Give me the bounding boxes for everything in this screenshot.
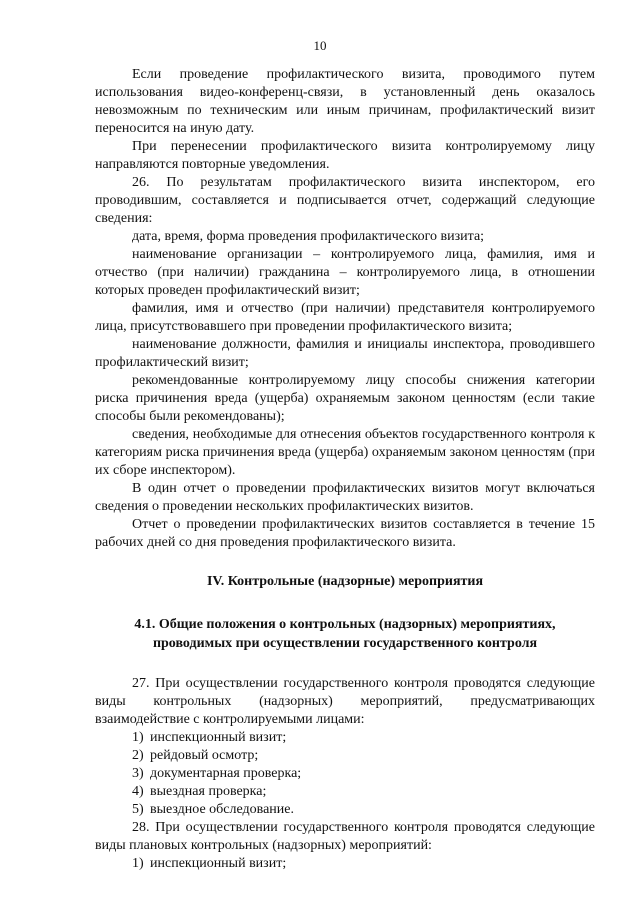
list-item-number: 3) xyxy=(132,766,144,781)
list-item-text: инспекционный визит; xyxy=(150,730,287,745)
list-item-text: выездная проверка; xyxy=(150,784,267,799)
subsection-heading-line: проводимых при осуществлении государственного контроля xyxy=(152,636,538,651)
list-item-text: выездное обследование. xyxy=(150,802,294,817)
list-28 xyxy=(95,855,595,873)
paragraph-28: 28. При осуществлении государственного контроля проводятся следующие виды плановых контрольных (надзорных) мероприятий: xyxy=(95,820,595,853)
list-item-number: 2) xyxy=(132,748,144,763)
paragraph: В один отчет о проведении профилактических визитов могут включаться сведения о проведении нескольких профилактических визитов. xyxy=(95,481,595,514)
list-27 xyxy=(95,729,595,819)
paragraph: рекомендованные контролируемому лицу способы снижения категории риска причинения вреда (ущерба) охраняемым законом ценностям (если такие способы были рекомендованы); xyxy=(95,373,595,424)
paragraph: Отчет о проведении профилактических визитов составляется в течение 15 рабочих дней со дня проведения профилактического визита. xyxy=(95,517,595,550)
list-item xyxy=(95,801,595,819)
list-item xyxy=(95,729,595,747)
paragraph: сведения, необходимые для отнесения объектов государственного контроля к категориям риска причинения вреда (ущерба) охраняемым законом ценностям (при их сборе инспектором). xyxy=(95,427,595,478)
paragraph: наименование организации – контролируемого лица, фамилия, имя и отчество (при наличии) гражданина – контролируемого лица, в отношении которых проведен профилактический визит; xyxy=(95,247,595,298)
list-item-text: документарная проверка; xyxy=(150,766,302,781)
paragraph: дата, время, форма проведения профилактического визита; xyxy=(132,229,485,244)
subsection-heading-line: 4.1. Общие положения о контрольных (надзорных) мероприятиях, xyxy=(134,617,556,632)
section-heading: IV. Контрольные (надзорные) мероприятия xyxy=(206,574,484,589)
list-item-text: инспекционный визит; xyxy=(150,856,287,871)
paragraph: фамилия, имя и отчество (при наличии) представителя контролируемого лица, присутствовавшего при проведении профилактического визита; xyxy=(95,301,595,334)
paragraph-27: 27. При осуществлении государственного контроля проводятся следующие виды контрольных (надзорных) мероприятий, предусматривающих взаимодействие с контролируемыми лицами: xyxy=(95,676,595,727)
list-item-text: рейдовый осмотр; xyxy=(150,748,259,763)
paragraph: 26. По результатам профилактического визита инспектором, его проводившим, составляется и подписывается отчет, содержащий следующие сведения: xyxy=(95,175,595,226)
page-number: 10 xyxy=(313,38,327,53)
list-item xyxy=(95,747,595,765)
list-item xyxy=(95,765,595,783)
paragraph: Если проведение профилактического визита, проводимого путем использования видео-конференц-связи, в установленный день оказалось невозможным по техническим или иным причинам, профилактический визит переносится на иную дату. xyxy=(95,67,595,136)
paragraph: При перенесении профилактического визита контролируемому лицу направляются повторные уведомления. xyxy=(95,139,595,172)
list-item-number: 1) xyxy=(132,730,144,745)
subsection-heading xyxy=(95,615,595,653)
document-body xyxy=(95,66,595,873)
list-item xyxy=(95,855,595,873)
list-item-number: 4) xyxy=(132,784,144,799)
list-item-number: 1) xyxy=(132,856,144,871)
paragraph: наименование должности, фамилия и инициалы инспектора, проводившего профилактический визит; xyxy=(95,337,595,370)
list-item-number: 5) xyxy=(132,802,144,817)
list-item xyxy=(95,783,595,801)
